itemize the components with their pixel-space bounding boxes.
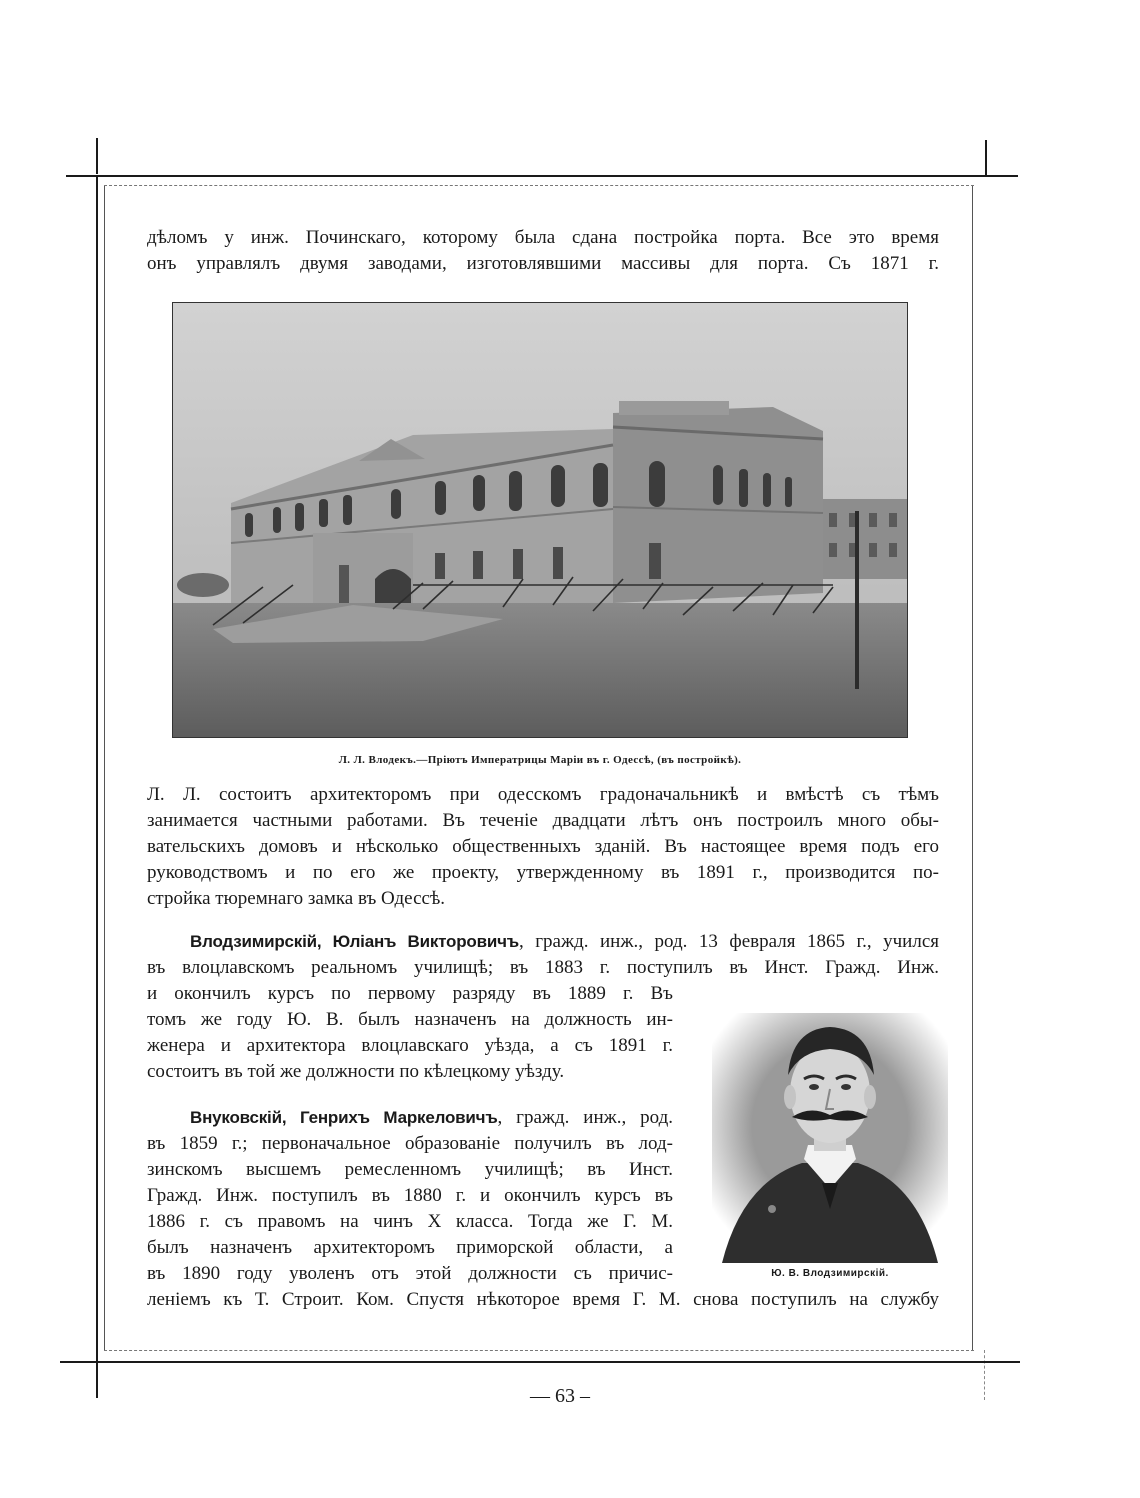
text-line-14 (190, 1105, 673, 1131)
frame-left-inner-rule (104, 186, 105, 1350)
text-line-8 (190, 929, 939, 955)
building-photo-caption: Л. Л. Влодекъ.—Пріютъ Императрицы Маріи въ г. Одессѣ, (въ постройкѣ). (338, 754, 742, 766)
text-line-13: состоитъ въ той же должности по кѣлецкому уѣзду. (147, 1061, 565, 1082)
frame-top-rule (66, 175, 1018, 177)
portrait-caption: Ю. В. Влодзимирскій. (771, 1268, 889, 1279)
frame-left-rule (96, 176, 98, 1398)
frame-bottom-rule (60, 1361, 1020, 1363)
frame-right-tick (985, 140, 987, 176)
entry-text-vlodzimirsky: , гражд. инж., род. 13 февраля 1865 г., учился (518, 931, 939, 952)
text-line-3: Л. Л. состоитъ архитекторомъ при одесскомъ градоначальникѣ и вмѣстѣ съ тѣмъ (147, 784, 939, 805)
text-line-19: былъ назначенъ архитекторомъ приморской области, а (147, 1237, 673, 1258)
text-line-1: дѣломъ у инж. Починскаго, которому была сдана постройка порта. Все это время (147, 227, 939, 248)
text-line-5: вательскихъ домовъ и нѣсколько общественныхъ зданій. Въ настоящее время подъ его (147, 836, 939, 857)
text-line-10: и окончилъ курсъ по первому разряду въ 1889 г. Въ (147, 983, 673, 1004)
text-line-11: томъ же году Ю. В. былъ назначенъ на должность ин- (147, 1009, 673, 1030)
building-photo-illustration (173, 303, 908, 738)
entry-name-vnukovsky: Внуковскій, Генрихъ Маркеловичъ (190, 1108, 498, 1127)
portrait-photo (712, 1013, 948, 1263)
text-line-7: стройка тюремнаго замка въ Одессѣ. (147, 888, 446, 909)
frame-top-dashed-rule (104, 185, 974, 186)
text-line-20: въ 1890 году уволенъ отъ этой должности съ причис- (147, 1263, 673, 1284)
portrait-illustration (712, 1013, 948, 1263)
building-photo (172, 302, 908, 738)
text-line-2: онъ управлялъ двумя заводами, изготовлявшими массивы для порта. Съ 1871 г. (147, 253, 939, 274)
frame-right-outer-rule (984, 1350, 985, 1400)
page-number: — 63 – (530, 1385, 590, 1407)
text-line-15: въ 1859 г.; первоначальное образованіе получилъ въ лод- (147, 1133, 673, 1154)
frame-right-rule (972, 186, 973, 1350)
text-line-12: женера и архитектора влоцлавскаго уѣзда, а съ 1891 г. (147, 1035, 673, 1056)
text-line-16: зинскомъ высшемъ ремесленномъ училищѣ; въ Инст. (147, 1159, 673, 1180)
frame-bottom-dashed-rule (104, 1350, 974, 1351)
text-line-18: 1886 г. съ правомъ на чинъ X класса. Тогда же Г. М. (147, 1211, 673, 1232)
text-line-17: Гражд. Инж. поступилъ въ 1880 г. и окончилъ курсъ въ (147, 1185, 673, 1206)
text-line-21: леніемъ къ Т. Строит. Ком. Спустя нѣкоторое время Г. М. снова поступилъ на службу (147, 1289, 939, 1310)
entry-name-vlodzimirsky: Влодзимирскій, Юліанъ Викторовичъ (190, 932, 519, 951)
text-line-9: въ влоцлавскомъ реальномъ училищѣ; въ 1883 г. поступилъ въ Инст. Гражд. Инж. (147, 957, 939, 978)
frame-left-tick (96, 138, 98, 174)
text-line-6: руководствомъ и по его же проекту, утвержденному въ 1891 г., производится по- (147, 862, 939, 883)
entry-text-vnukovsky: , гражд. инж., род. (497, 1107, 674, 1128)
text-line-4: занимается частными работами. Въ теченіе двадцати лѣтъ онъ построилъ много обы- (147, 810, 939, 831)
